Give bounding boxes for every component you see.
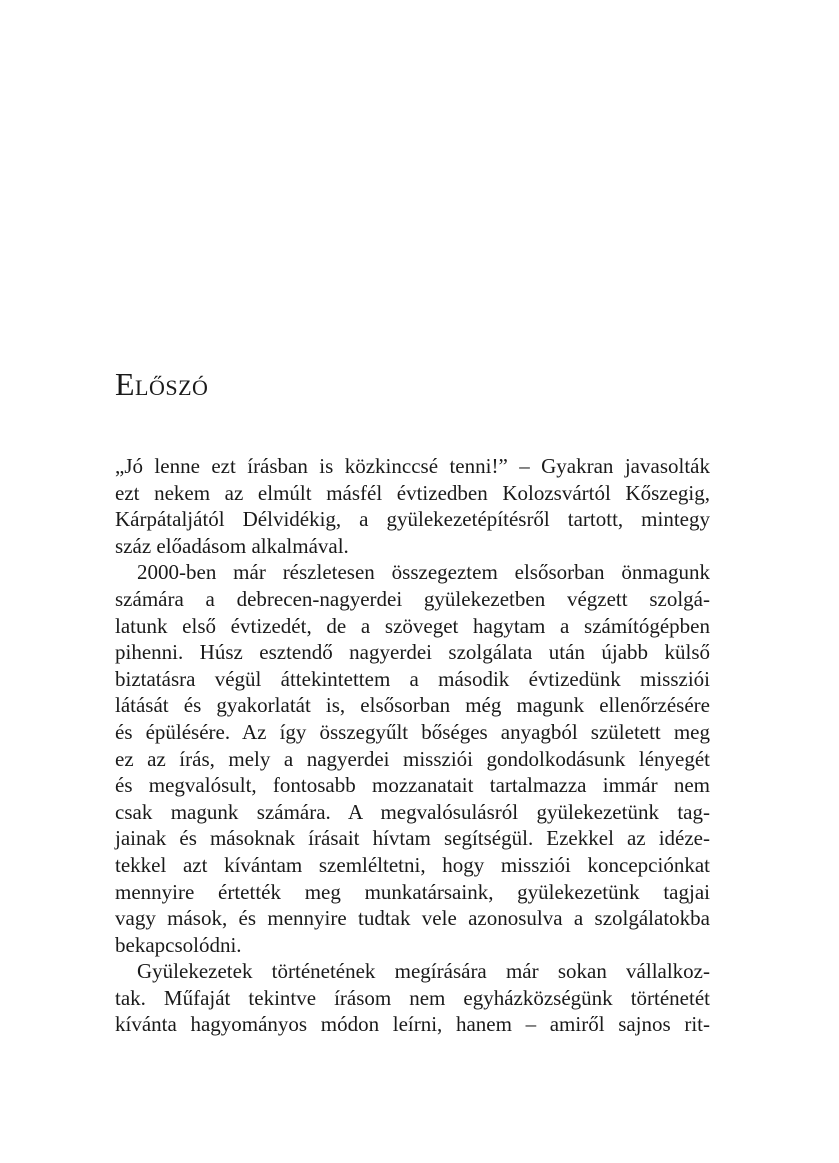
text-line: csak magunk számára. A megvalósulásról gyülekezetünk tag- bbox=[115, 799, 710, 824]
text-line: bekapcsolódni. bbox=[115, 932, 242, 957]
text-line: Kárpátaljától Délvidékig, a gyülekezetépítésről tartott, mintegy bbox=[115, 507, 710, 532]
text-line: pihenni. Húsz esztendő nagyerdei szolgálata után újabb külső bbox=[115, 640, 710, 665]
text-line: és épülésére. Az így összegyűlt bőséges anyagból született meg bbox=[115, 719, 710, 744]
text-line: „Jó lenne ezt írásban is közkinccsé tenni!” – Gyakran javasolták bbox=[115, 454, 710, 478]
text-line: kívánta hagyományos módon leírni, hanem – amiről sajnos rit- bbox=[115, 1012, 710, 1037]
text-line: tekkel azt kívántam szemléltetni, hogy missziói koncepciónkat bbox=[115, 852, 710, 877]
text-line: biztatásra végül áttekintettem a második évtizedünk missziói bbox=[115, 666, 710, 691]
text-line: jainak és másoknak írásait hívtam segítségül. Ezekkel az idéze- bbox=[115, 826, 710, 851]
text-line: ez az írás, mely a nagyerdei missziói gondolkodásunk lényegét bbox=[115, 746, 710, 771]
text-line: tak. Műfaját tekintve írásom nem egyházközségünk történetét bbox=[115, 985, 710, 1010]
text-line: latunk első évtizedét, de a szöveget hagytam a számítógépben bbox=[115, 613, 710, 638]
text-line: ezt nekem az elmúlt másfél évtizedben Kolozsvártól Kőszegig, bbox=[115, 480, 710, 505]
text-line: látását és gyakorlatát is, elsősorban még magunk ellenőrzésére bbox=[115, 693, 710, 718]
text-line: száz előadásom alkalmával. bbox=[115, 533, 349, 558]
text-line: számára a debrecen-nagyerdei gyülekezetben végzett szolgá- bbox=[115, 586, 710, 611]
text-line: 2000-ben már részletesen összegeztem elsősorban önmagunk bbox=[137, 560, 710, 585]
text-line: vagy mások, és mennyire tudtak vele azonosulva a szolgálatokba bbox=[115, 906, 710, 931]
chapter-heading: Előszó bbox=[115, 366, 209, 402]
text-line: és megvalósult, fontosabb mozzanatait tartalmazza immár nem bbox=[115, 773, 710, 798]
body-text bbox=[115, 453, 710, 1038]
text-line: Gyülekezetek történetének megírására már sokan vállalkoz- bbox=[137, 959, 710, 984]
text-line: mennyire értették meg munkatársaink, gyülekezetünk tagjai bbox=[115, 879, 710, 904]
